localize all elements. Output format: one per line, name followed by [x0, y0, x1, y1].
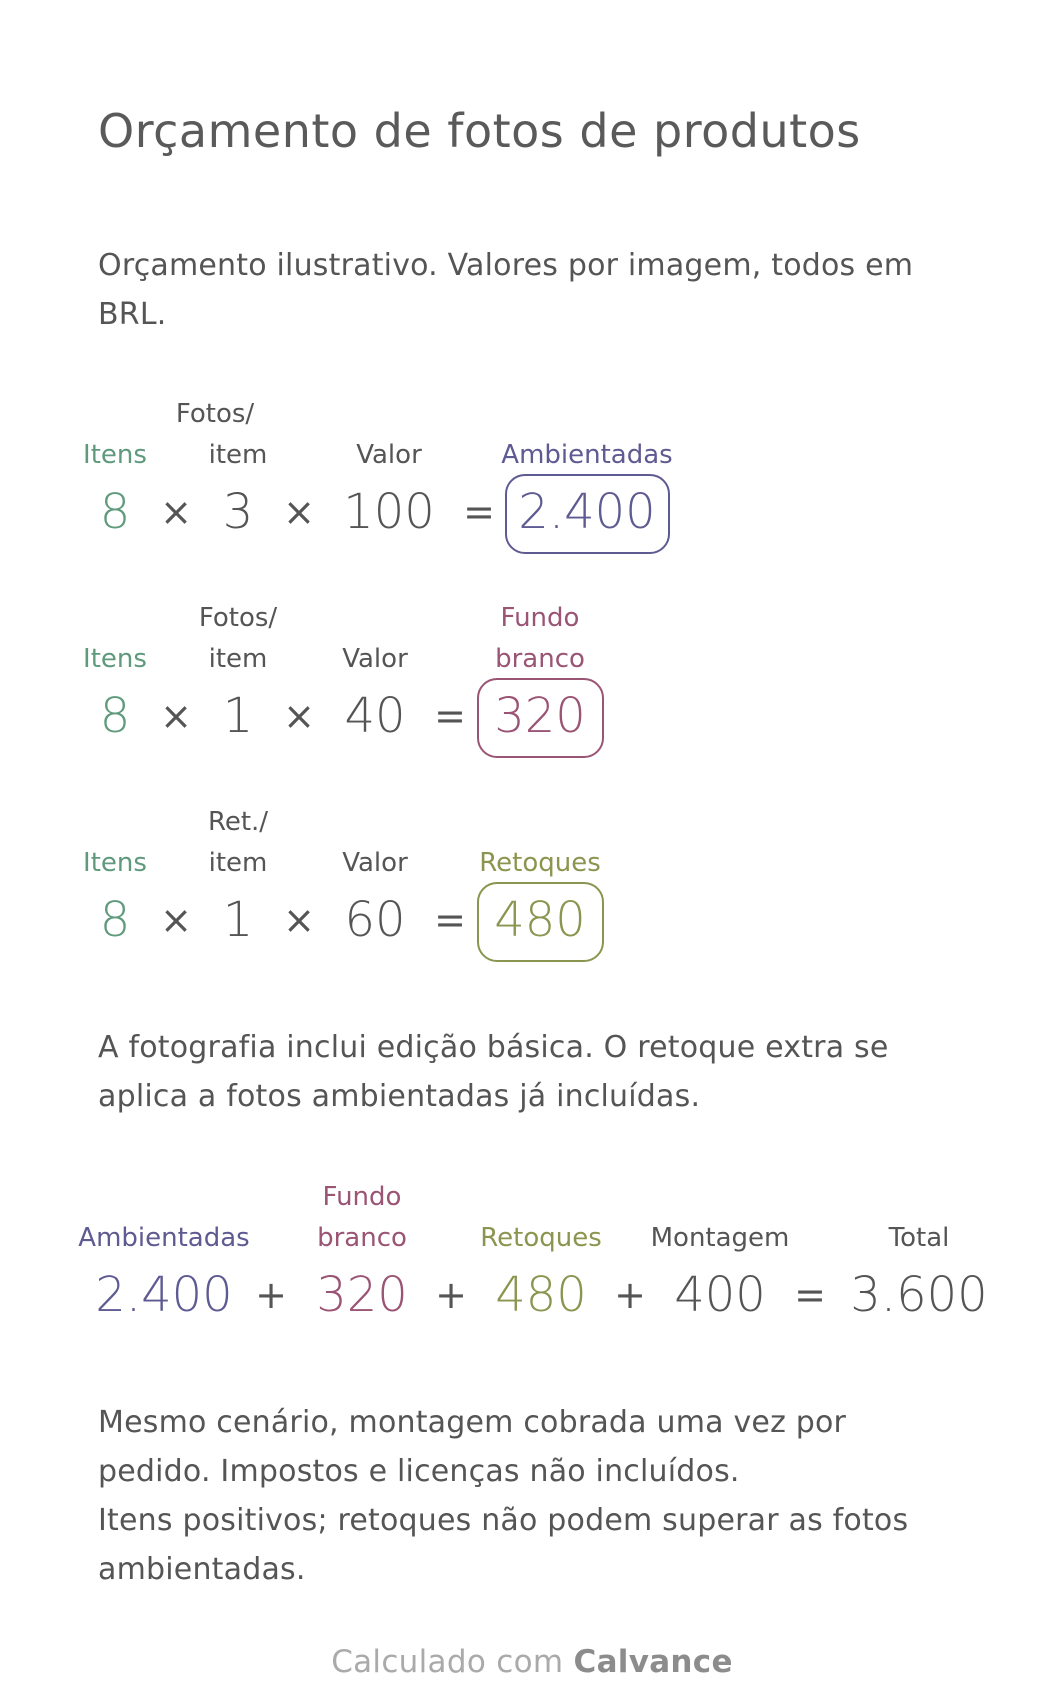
fundo-branco-label-2: branco [317, 1223, 407, 1253]
fotos-per-item-label-2: item [208, 644, 268, 674]
closing-line-1: Mesmo cenário, montagem cobrada uma vez por [98, 1405, 847, 1440]
closing-line-4: ambientadas. [98, 1552, 306, 1587]
times-operator: × [283, 898, 315, 942]
fotos-per-item-value: 1 [222, 688, 254, 744]
itens-value: 8 [99, 892, 131, 948]
itens-label: Itens [83, 848, 147, 878]
valor-value: 40 [344, 688, 406, 744]
intro-line-1: Orçamento ilustrativo. Valores por imagem, todos em [98, 248, 914, 283]
retoques-per-item-value: 1 [222, 892, 254, 948]
plus-operator: + [255, 1273, 287, 1317]
ambientadas-label: Ambientadas [501, 440, 673, 470]
footer-credit [0, 1644, 1064, 1680]
retoques-per-item-label-2: item [208, 848, 268, 878]
fotos-per-item-label-1: Fotos/ [175, 399, 255, 429]
closing-text [98, 1398, 978, 1594]
footer-brand-link[interactable]: Calvance [573, 1644, 733, 1680]
note-line-1: A fotografia inclui edição básica. O retoque extra se [98, 1030, 889, 1065]
ambientadas-value: 2.400 [95, 1267, 233, 1323]
times-operator: × [283, 694, 315, 738]
total-label: Total [888, 1223, 950, 1253]
times-operator: × [160, 490, 192, 534]
times-operator: × [160, 694, 192, 738]
plus-operator: + [614, 1273, 646, 1317]
plus-operator: + [435, 1273, 467, 1317]
fundo-branco-value: 320 [316, 1267, 408, 1323]
valor-label: Valor [342, 848, 408, 878]
fotos-per-item-value: 3 [222, 484, 254, 540]
itens-label: Itens [83, 440, 147, 470]
retoques-result: 480 [494, 892, 586, 948]
fotos-per-item-label-1: Fotos/ [198, 603, 278, 633]
closing-line-3: Itens positivos; retoques não podem superar as fotos [98, 1503, 909, 1538]
itens-value: 8 [99, 688, 131, 744]
fundo-branco-result: 320 [494, 688, 586, 744]
footer-prefix: Calculado com [331, 1644, 564, 1680]
montagem-label: Montagem [650, 1223, 790, 1253]
note-text [98, 1023, 978, 1121]
itens-label: Itens [83, 644, 147, 674]
times-operator: × [160, 898, 192, 942]
equals-operator: = [463, 490, 495, 534]
fotos-per-item-label-2: item [208, 440, 268, 470]
fundo-branco-label-1: Fundo [500, 603, 580, 633]
equals-operator: = [434, 694, 466, 738]
page-title: Orçamento de fotos de produtos [98, 104, 861, 158]
fundo-branco-label-2: branco [495, 644, 585, 674]
retoques-label: Retoques [480, 1223, 602, 1253]
itens-value: 8 [99, 484, 131, 540]
equals-operator: = [794, 1273, 826, 1317]
note-line-2: aplica a fotos ambientadas já incluídas. [98, 1079, 701, 1114]
valor-value: 100 [343, 484, 435, 540]
valor-label: Valor [356, 440, 422, 470]
retoques-value: 480 [495, 1267, 587, 1323]
total-value: 3.600 [850, 1267, 988, 1323]
closing-line-2: pedido. Impostos e licenças não incluídos. [98, 1454, 740, 1489]
valor-label: Valor [342, 644, 408, 674]
valor-value: 60 [344, 892, 406, 948]
retoques-label: Retoques [479, 848, 601, 878]
times-operator: × [283, 490, 315, 534]
intro-text [98, 241, 978, 339]
retoques-per-item-label-1: Ret./ [207, 807, 269, 837]
ambientadas-result: 2.400 [518, 484, 656, 540]
montagem-value: 400 [674, 1267, 766, 1323]
ambientadas-label: Ambientadas [78, 1223, 250, 1253]
equals-operator: = [434, 898, 466, 942]
intro-line-2: BRL. [98, 297, 167, 332]
fundo-branco-label-1: Fundo [322, 1182, 402, 1212]
